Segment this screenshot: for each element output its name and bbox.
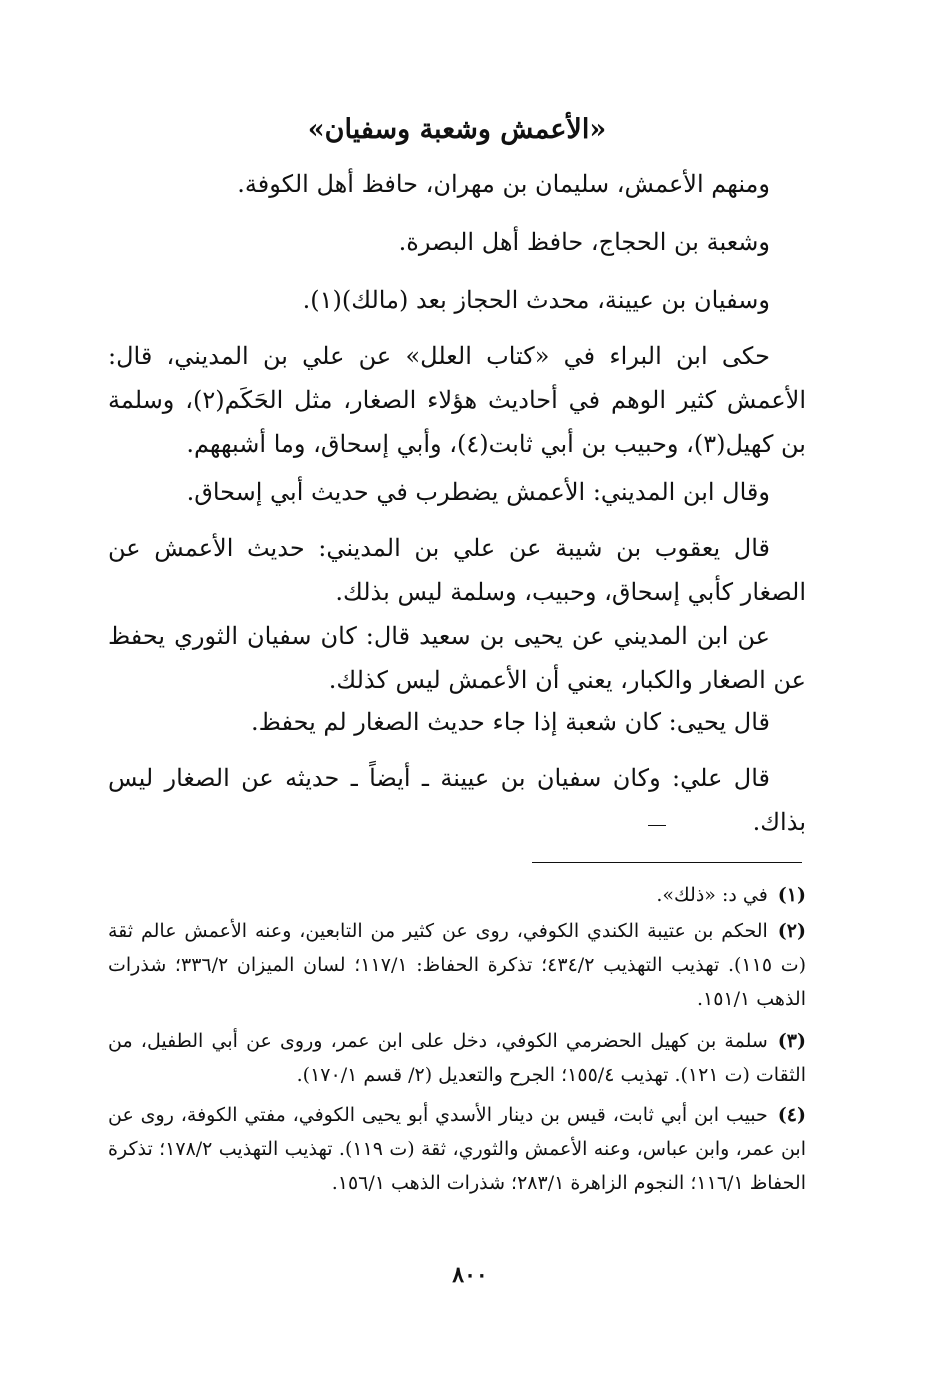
footnote-number: (٢): [777, 920, 806, 942]
paragraph-2: وشعبة بن الحجاج، حافظ أهل البصرة.: [398, 228, 770, 256]
paragraph-3: وسفيان بن عيينة، محدث الحجاز بعد (مالك)(١).: [302, 286, 770, 314]
paragraph-9: قال علي: وكان سفيان بن عيينة ـ أيضاً ـ حديثه عن الصغار ليس بذاك.: [108, 764, 806, 836]
paragraph-4: حكى ابن البراء في «كتاب العلل» عن علي بن المديني، قال: الأعمش كثير الوهم في أحاديث هؤلاء الصغار، مثل الحَكَم(٢)، وسلمة بن كهيل(٣)، وحبيب بن أبي ثابت(٤)، وأبي إسحاق، وما أشبههم.: [108, 342, 807, 458]
section-title: «الأعمش وشعبة وسفيان»: [307, 114, 607, 145]
footnote-3: [108, 1024, 806, 1092]
paragraph-6: قال يعقوب بن شيبة عن علي بن المديني: حديث الأعمش عن الصغار كأبي إسحاق، وحبيب، وسلمة ليس بذلك.: [108, 534, 806, 606]
footnote-1: [108, 878, 806, 912]
footnote-number: (١): [777, 884, 806, 906]
footnote-text: حبيب ابن أبي ثابت، قيس بن دينار الأسدي أبو يحيى الكوفي، مفتي الكوفة، روى عن ابن عمر، وابن عباس، وعنه الأعمش والثوري، ثقة (ت ١١٩). تهذيب التهذيب ١٧٨/٢؛ تذكرة الحفاظ ١١٦/١؛ النجوم الزاهرة ٢٨٣/١؛ شذرات الذهب ١٥٦/١.: [108, 1104, 807, 1194]
footnote-4: [108, 1098, 806, 1200]
paragraph-8: قال يحيى: كان شعبة إذا جاء حديث الصغار لم يحفظ.: [251, 708, 770, 736]
footnote-separator: [532, 862, 802, 863]
footnote-text: في د: «ذلك».: [656, 884, 768, 906]
footnote-number: (٣): [777, 1030, 806, 1052]
footnote-text: سلمة بن كهيل الحضرمي الكوفي، دخل على ابن عمر، وروى عن أبي الطفيل، من الثقات (ت ١٢١). تهذيب ١٥٥/٤؛ الجرح والتعديل (٢/ قسم ١٧٠/١).: [108, 1030, 806, 1086]
page-number: ٨٠٠: [452, 1262, 488, 1288]
footnote-2: [108, 914, 806, 1016]
paragraph-1: ومنهم الأعمش، سليمان بن مهران، حافظ أهل الكوفة.: [237, 170, 770, 198]
footnote-text: الحكم بن عتيبة الكندي الكوفي، روى عن كثير من التابعين، وعنه الأعمش عالم ثقة (ت ١١٥). تهذيب التهذيب ٤٣٤/٢؛ تذكرة الحفاظ: ١١٧/١؛ لسان الميزان ٣٣٦/٢؛ شذرات الذهب ١٥١/١.: [108, 920, 807, 1010]
footnote-number: (٤): [777, 1104, 806, 1126]
stray-dash-mark: [648, 825, 666, 826]
paragraph-7: عن ابن المديني عن يحيى بن سعيد قال: كان سفيان الثوري يحفظ عن الصغار والكبار، يعني أن الأعمش ليس كذلك.: [108, 622, 806, 694]
paragraph-5: وقال ابن المديني: الأعمش يضطرب في حديث أبي إسحاق.: [186, 478, 770, 506]
